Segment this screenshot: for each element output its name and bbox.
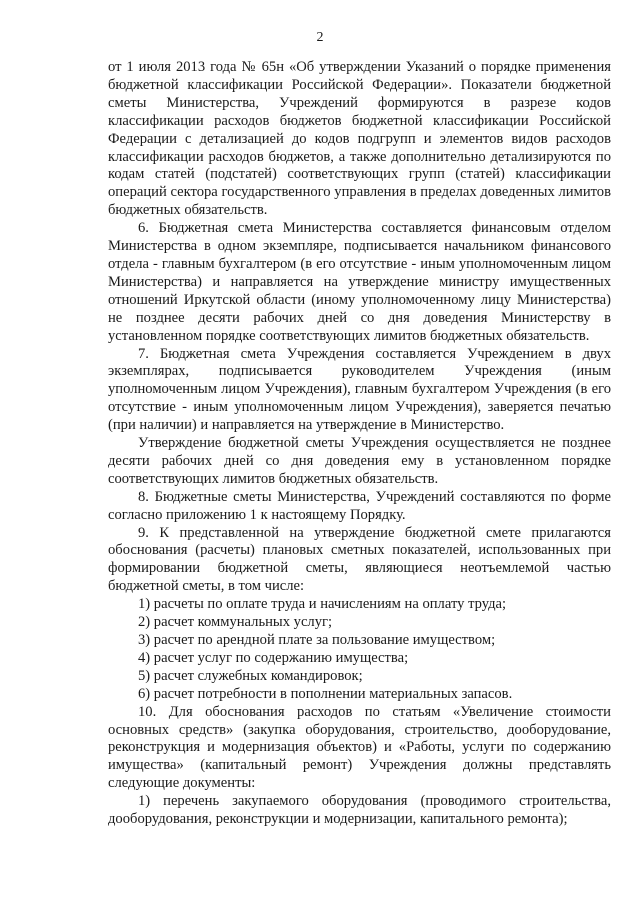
list-item-6: 6) расчет потребности в пополнении материальных запасов. [138,685,513,702]
list-item-2: 2) расчет коммунальных услуг; [138,614,333,631]
document-body [108,59,611,829]
paragraph-intro-continuation: от 1 июля 2013 года № 65н «Об утверждении Указаний о порядке применения бюджетной классификации Российской Федерации». Показатели бюджетной сметы Министерства, Учреждений формируются в разрезе кодов классификации расходов бюджетов бюджетной классификации Российской Федерации с детализацией до кодов подгрупп и элементов видов расходов классификации расходов бюджетов, а также дополнительно детализируются по кодам статей (подстатей) соответствующих групп (статей) классификации операций сектора государственного управления в пределах доведенных лимитов бюджетных обязательств. [108,59,611,219]
page-number: 2 [316,30,324,45]
paragraph-item-8: 8. Бюджетные сметы Министерства, Учреждений составляются по форме согласно приложению 1 к настоящему Порядку. [108,488,611,523]
paragraph-item-6: 6. Бюджетная смета Министерства составляется финансовым отделом Министерства в одном экземпляре, подписывается начальником финансового отдела - главным бухгалтером (в его отсутствие - иным уполномоченным лицом Министерства) и направляется на утверждение министру имущественных отношений Иркутской области (иному уполномоченному лицу Министерства) не позднее десяти рабочих дней со дня доведения Министерству в установленном порядке соответствующих лимитов бюджетных обязательств. [108,220,611,344]
list-item-4: 4) расчет услуг по содержанию имущества; [138,649,409,666]
list-item-5: 5) расчет служебных командировок; [138,667,363,684]
list-item-1: 1) расчеты по оплате труда и начислениям на оплату труда; [138,596,507,613]
list-item-10-1: 1) перечень закупаемого оборудования (проводимого строительства, дооборудования, реконструкции и модернизации, капитального ремонта); [108,793,611,828]
list-item-3: 3) расчет по арендной плате за пользование имуществом; [138,632,496,648]
paragraph-approval-deadline: Утверждение бюджетной сметы Учреждения осуществляется не позднее десяти рабочих дней со дня доведения ему в установленном порядке соответствующих лимитов бюджетных обязательств. [108,435,611,487]
paragraph-item-10: 10. Для обоснования расходов по статьям «Увеличение стоимости основных средств» (закупка оборудования, строительство, дооборудование, реконструкция и модернизация объектов) и «Работы, услуги по содержанию имущества» (капитальный ремонт) Учреждения должны представлять следующие документы: [108,703,611,792]
paragraph-item-9: 9. К представленной на утверждение бюджетной смете прилагаются обоснования (расчеты) плановых сметных показателей, использованных при формировании бюджетной сметы, являющиеся неотъемлемой частью бюджетной сметы, в том числе: [108,524,611,595]
paragraph-item-7: 7. Бюджетная смета Учреждения составляется Учреждением в двух экземплярах, подписывается руководителем Учреждения (иным уполномоченным лицом Учреждения), главным бухгалтером Учреждения (в его отсутствие - иным уполномоченным лицом Учреждения), заверяется печатью (при наличии) и направляется на утверждение в Министерство. [108,345,611,434]
